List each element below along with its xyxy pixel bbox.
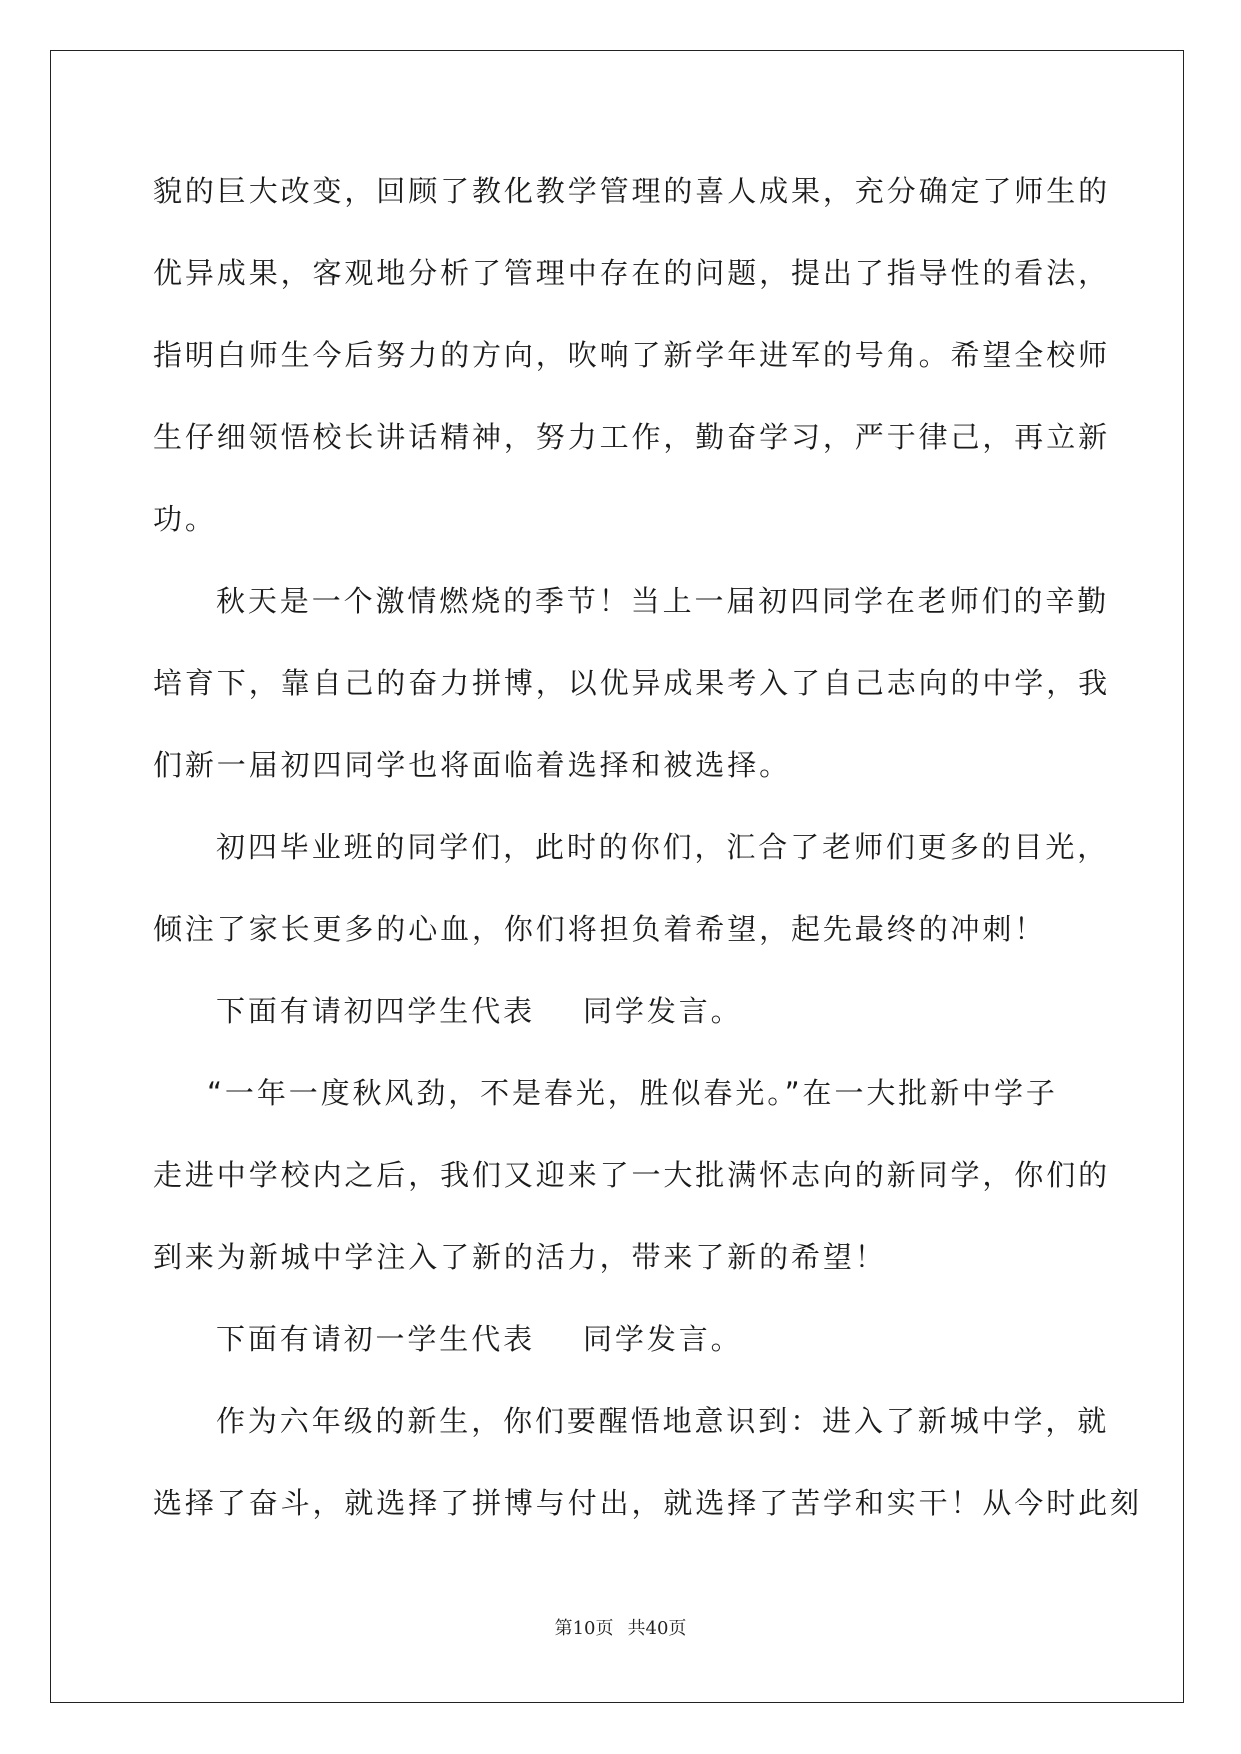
text-line: 到来为新城中学注入了新的活力，带来了新的希望！: [153, 1240, 887, 1274]
paragraph-start-line: “一年一度秋风劲，不是春光，胜似春光。”在一大批新中学子: [207, 1076, 1058, 1110]
speaker-intro-tail: 同学发言。: [583, 994, 743, 1028]
text-line: 培育下，靠自己的奋力拼博，以优异成果考入了自己志向的中学，我: [153, 666, 1111, 700]
speaker-intro-text: 下面有请初四学生代表: [216, 994, 536, 1028]
text-line: 功。: [153, 502, 217, 536]
page-total: 共40页: [627, 1618, 687, 1639]
speaker-intro-tail: 同学发言。: [583, 1322, 743, 1356]
document-body: [153, 150, 1142, 1544]
page-footer: [0, 1614, 1241, 1640]
text-line: 走进中学校内之后，我们又迎来了一大批满怀志向的新同学，你们的: [153, 1158, 1111, 1192]
text-line: 优异成果，客观地分析了管理中存在的问题，提出了指导性的看法，: [153, 256, 1111, 290]
paragraph-start-line: 初四毕业班的同学们，此时的你们，汇合了老师们更多的目光，: [216, 830, 1110, 864]
speaker-intro-line: [153, 1298, 1093, 1380]
speaker-intro-line: [153, 970, 1093, 1052]
text-line: 生仔细领悟校长讲话精神，努力工作，勤奋学习，严于律己，再立新: [153, 420, 1111, 454]
page-number: 第10页: [554, 1618, 614, 1639]
paragraph-start-line: 作为六年级的新生，你们要醒悟地意识到：进入了新城中学，就: [216, 1404, 1110, 1438]
speaker-intro-text: 下面有请初一学生代表: [216, 1322, 536, 1356]
paragraph-start-line: 秋天是一个激情燃烧的季节！当上一届初四同学在老师们的辛勤: [216, 584, 1110, 618]
text-line: 倾注了家长更多的心血，你们将担负着希望，起先最终的冲刺！: [153, 912, 1047, 946]
text-line: 指明白师生今后努力的方向，吹响了新学年进军的号角。希望全校师: [153, 338, 1111, 372]
text-line: 选择了奋斗，就选择了拼博与付出，就选择了苦学和实干！从今时此刻: [153, 1486, 1142, 1520]
text-line: 貌的巨大改变，回顾了教化教学管理的喜人成果，充分确定了师生的: [153, 174, 1111, 208]
text-line: 们新一届初四同学也将面临着选择和被选择。: [153, 748, 792, 782]
